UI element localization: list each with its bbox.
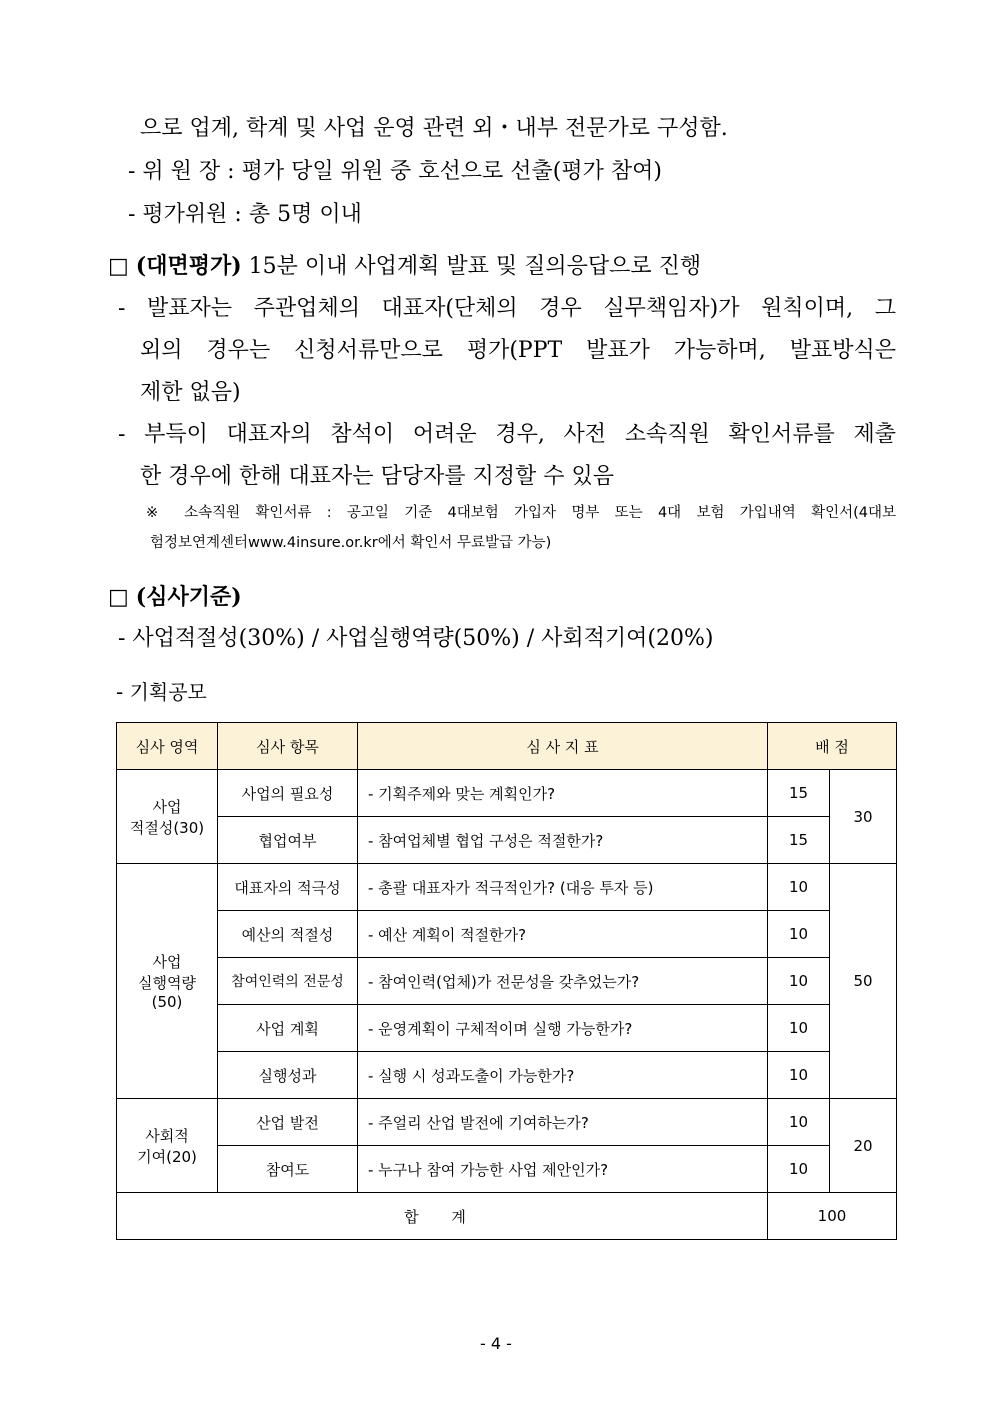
- table-header-row: [117, 723, 897, 770]
- table-row: [117, 1146, 897, 1193]
- score-cell: 10: [768, 958, 830, 1005]
- total-row: [117, 1193, 897, 1240]
- score-cell: 15: [768, 817, 830, 864]
- indicator-cell: - 참여업체별 협업 구성은 적절한가?: [358, 817, 768, 864]
- area-label: 사회적: [145, 1126, 189, 1145]
- presenter-line-1: - 발표자는 주관업체의 대표자(단체의 경우 실무책임자)가 원칙이며, 그: [118, 296, 896, 321]
- area-label: 실행역량: [138, 974, 196, 992]
- total-label: 합 계: [117, 1193, 768, 1240]
- score-cell: 15: [768, 770, 830, 817]
- intro-continuation: 으로 업계, 학계 및 사업 운영 관련 외・내부 전문가로 구성함.: [140, 116, 728, 141]
- table-row: [117, 1099, 897, 1146]
- header-score: 배 점: [768, 723, 897, 770]
- score-cell: 10: [768, 911, 830, 958]
- chair-line: - 위 원 장 : 평가 당일 위원 중 호선으로 선출(평가 참여): [128, 159, 662, 184]
- item-cell: 실행성과: [218, 1052, 358, 1099]
- f2f-heading: [108, 251, 701, 282]
- subtotal-cell: 30: [830, 770, 897, 864]
- total-value: 100: [768, 1193, 897, 1240]
- area-label: (50): [151, 993, 183, 1011]
- page-number: - 4 -: [480, 1334, 512, 1353]
- item-cell: 예산의 적절성: [218, 911, 358, 958]
- presenter-line-3: 제한 없음): [140, 380, 241, 405]
- item-cell: 사업의 필요성: [218, 770, 358, 817]
- item-cell: 대표자의 적극성: [218, 864, 358, 911]
- area-cell: [117, 770, 218, 864]
- table-row: [117, 911, 897, 958]
- header-indicator: 심 사 지 표: [358, 723, 768, 770]
- table-row: [117, 1052, 897, 1099]
- indicator-cell: - 주얼리 산업 발전에 기여하는가?: [358, 1099, 768, 1146]
- area-label: 적절성(30): [129, 818, 205, 837]
- indicator-cell: - 기획주제와 맞는 계획인가?: [358, 770, 768, 817]
- f2f-title: (대면평가): [135, 253, 242, 279]
- indicator-cell: - 운영계획이 구체적이며 실행 가능한가?: [358, 1005, 768, 1052]
- subtotal-cell: 50: [830, 864, 897, 1099]
- table-row: [117, 1005, 897, 1052]
- note-line-1: ※ 소속직원 확인서류 : 공고일 기준 4대보험 가입자 명부 또는 4대 보험 가입내역 확인서(4대보: [146, 505, 896, 521]
- subtotal-cell: 20: [830, 1099, 897, 1193]
- table-row: [117, 958, 897, 1005]
- table-caption: - 기획공모: [116, 680, 207, 704]
- note-line-2: 험정보연계센터www.4insure.or.kr에서 확인서 무료발급 가능): [150, 535, 552, 551]
- table-row: [117, 770, 897, 817]
- header-area: 심사 영역: [117, 723, 218, 770]
- criteria-title: (심사기준): [135, 584, 242, 610]
- score-cell: 10: [768, 1052, 830, 1099]
- item-cell: 참여인력의 전문성: [218, 958, 358, 1005]
- table-row: [117, 817, 897, 864]
- item-cell: 참여도: [218, 1146, 358, 1193]
- item-cell: 사업 계획: [218, 1005, 358, 1052]
- area-cell: [117, 1099, 218, 1193]
- f2f-text: 15분 이내 사업계획 발표 및 질의응답으로 진행: [241, 254, 702, 279]
- checkbox-icon: □: [108, 585, 129, 610]
- score-cell: 10: [768, 1005, 830, 1052]
- absent-line-1: - 부득이 대표자의 참석이 어려운 경우, 사전 소속직원 확인서류를 제출: [118, 422, 896, 447]
- area-cell: [117, 864, 218, 1099]
- indicator-cell: - 누구나 참여 가능한 사업 제안인가?: [358, 1146, 768, 1193]
- checkbox-icon: □: [108, 254, 129, 279]
- header-item: 심사 항목: [218, 723, 358, 770]
- area-label: 사업: [152, 797, 182, 816]
- presenter-line-2: 외의 경우는 신청서류만으로 평가(PPT 발표가 가능하며, 발표방식은: [140, 338, 896, 363]
- score-cell: 10: [768, 1099, 830, 1146]
- indicator-cell: - 예산 계획이 적절한가?: [358, 911, 768, 958]
- area-label: 기여(20): [137, 1147, 197, 1166]
- members-line: - 평가위원 : 총 5명 이내: [128, 202, 362, 227]
- indicator-cell: - 실행 시 성과도출이 가능한가?: [358, 1052, 768, 1099]
- area-label: 사업: [152, 953, 182, 971]
- absent-line-2: 한 경우에 한해 대표자는 담당자를 지정할 수 있음: [140, 464, 614, 489]
- criteria-heading: [108, 582, 242, 613]
- score-cell: 10: [768, 864, 830, 911]
- indicator-cell: - 총괄 대표자가 적극적인가? (대응 투자 등): [358, 864, 768, 911]
- evaluation-table: [116, 722, 897, 1240]
- item-cell: 협업여부: [218, 817, 358, 864]
- indicator-cell: - 참여인력(업체)가 전문성을 갖추었는가?: [358, 958, 768, 1005]
- item-cell: 산업 발전: [218, 1099, 358, 1146]
- score-cell: 10: [768, 1146, 830, 1193]
- weights-line: - 사업적절성(30%) / 사업실행역량(50%) / 사회적기여(20%): [118, 626, 714, 651]
- table-row: [117, 864, 897, 911]
